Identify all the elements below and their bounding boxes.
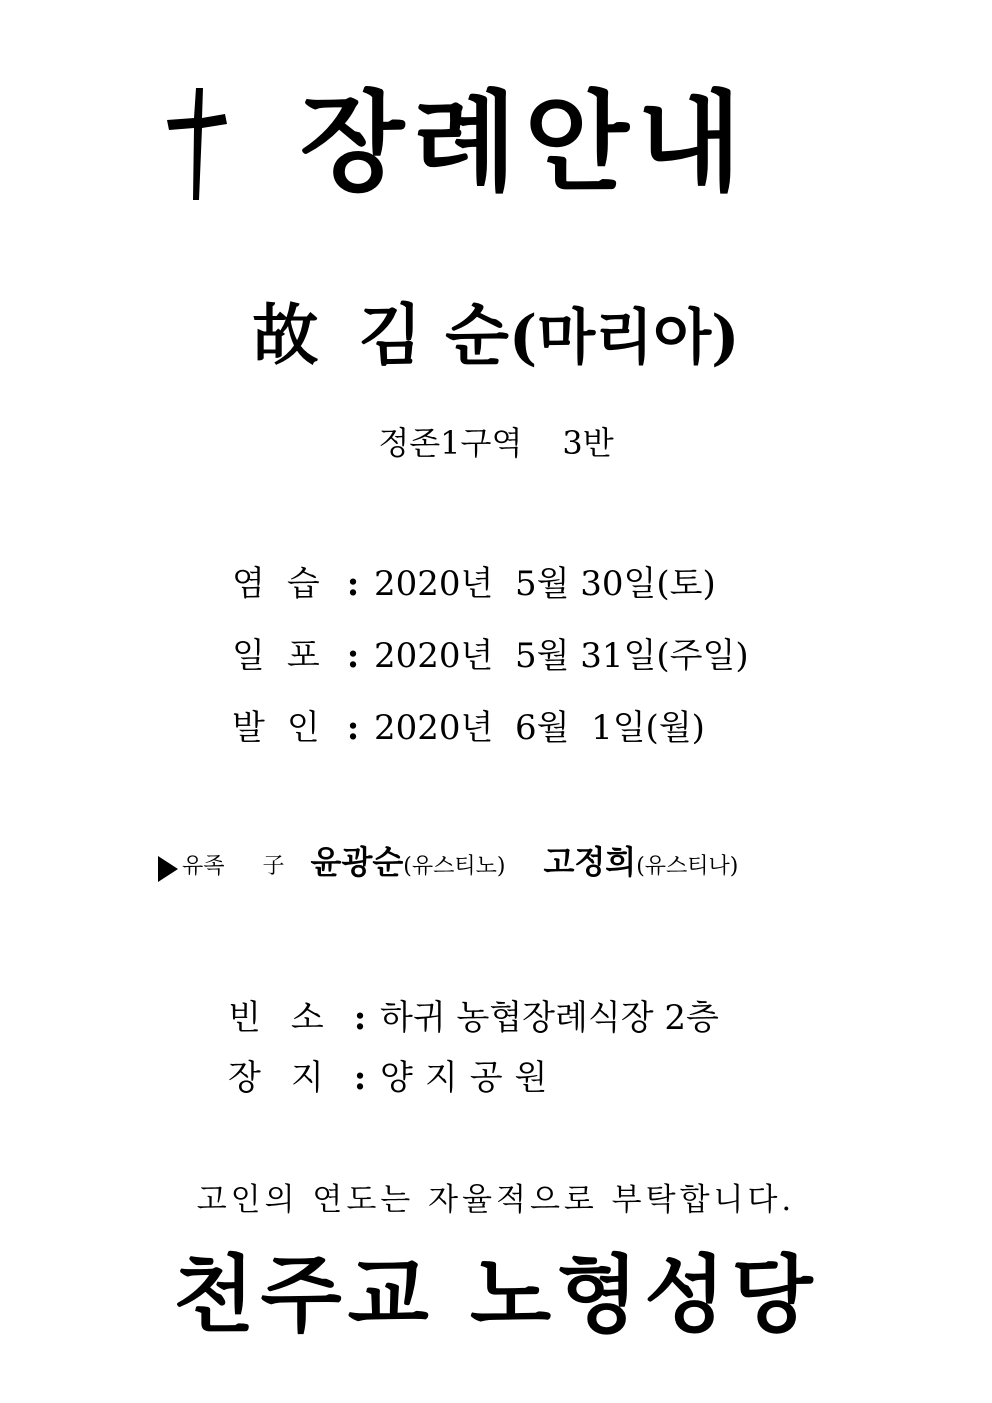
schedule-row bbox=[232, 620, 852, 692]
family-relation: 子 bbox=[262, 854, 285, 879]
schedule-colon: : bbox=[346, 636, 360, 676]
page-title: 장례안내 bbox=[300, 80, 750, 206]
deceased-baptismal-name: (마리아) bbox=[508, 303, 740, 373]
venue-colon: : bbox=[353, 1058, 367, 1098]
venue-value: 양지공원 bbox=[380, 1058, 560, 1098]
venue-row bbox=[228, 1048, 848, 1108]
schedule-label: 일포 bbox=[232, 636, 342, 676]
funeral-schedule bbox=[232, 548, 852, 764]
schedule-colon: : bbox=[346, 708, 360, 748]
schedule-date: 2020년 5월 30일(토) bbox=[374, 564, 716, 604]
venue-info bbox=[228, 988, 848, 1108]
family-label: 유족 bbox=[182, 854, 225, 879]
venue-label: 장지 bbox=[228, 1058, 354, 1098]
schedule-row bbox=[232, 692, 852, 764]
venue-value: 하귀 농협장례식장 2층 bbox=[380, 998, 719, 1038]
family-member-baptismal: (유스티노) bbox=[403, 854, 506, 879]
deceased-name: 김 순 bbox=[358, 296, 509, 374]
schedule-date: 2020년 6월 1일(월) bbox=[374, 708, 705, 748]
family-member-name: 고정희 bbox=[543, 843, 637, 881]
family-member-name: 윤광순 bbox=[310, 843, 404, 881]
schedule-label: 염습 bbox=[232, 564, 342, 604]
family-member-baptismal: (유스티나) bbox=[636, 854, 739, 879]
schedule-label: 발인 bbox=[232, 708, 342, 748]
region-group: 3반 bbox=[562, 424, 614, 462]
bereaved-family bbox=[158, 832, 918, 892]
venue-colon: : bbox=[353, 998, 367, 1038]
schedule-date: 2020년 5월 31일(주일) bbox=[374, 636, 749, 676]
region-district: 정존1구역 bbox=[378, 424, 523, 462]
deceased-prefix: 故 bbox=[252, 296, 319, 374]
venue-label: 빈소 bbox=[228, 998, 354, 1038]
venue-row bbox=[228, 988, 848, 1048]
church-name: 천주교 노형성당 bbox=[173, 1245, 819, 1344]
title-row bbox=[0, 78, 992, 208]
deceased-name-block bbox=[0, 290, 992, 380]
cross-icon bbox=[163, 84, 233, 204]
triangle-bullet-icon bbox=[158, 856, 178, 882]
parish-region bbox=[0, 418, 992, 468]
prayer-notice: 고인의 연도는 자율적으로 부탁합니다. bbox=[196, 1182, 796, 1218]
schedule-colon: : bbox=[346, 564, 360, 604]
schedule-row bbox=[232, 548, 852, 620]
